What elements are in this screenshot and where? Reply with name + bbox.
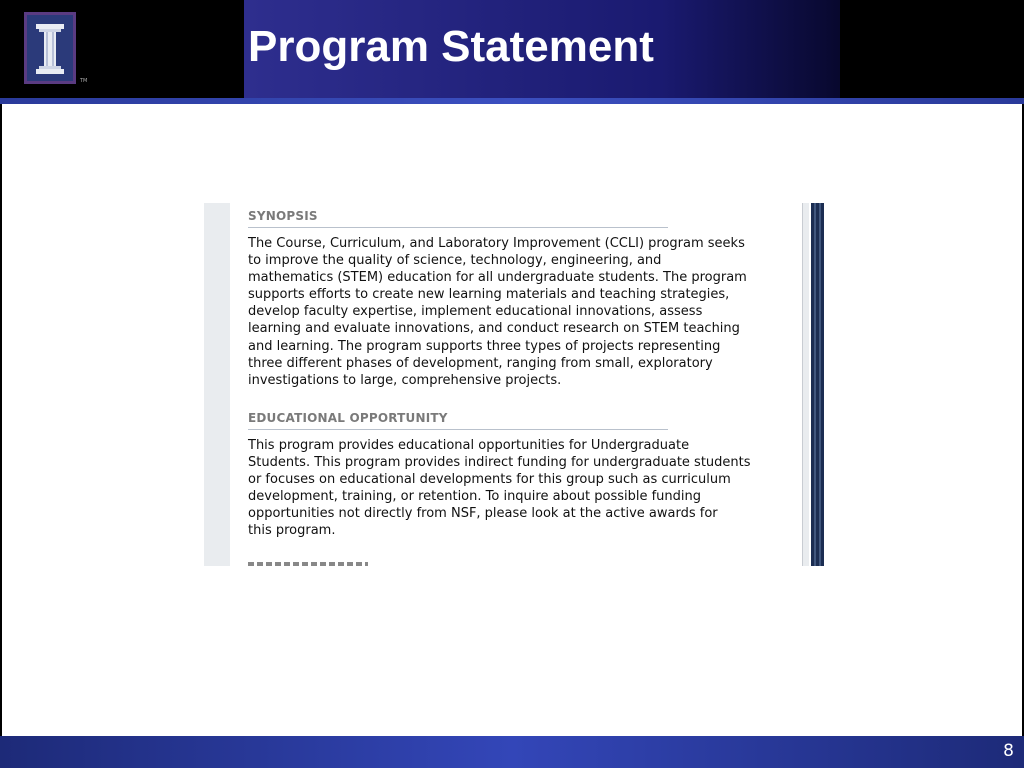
text-line: The Course, Curriculum, and Laboratory Improvement (CCLI) program seeks xyxy=(248,236,745,251)
cutoff-heading-fragment xyxy=(248,562,368,566)
text-line: or focuses on educational developments for this group such as curriculum xyxy=(248,472,731,488)
text-line: investigations to large, comprehensive projects. xyxy=(248,372,562,388)
text-line: three different phases of development, ranging from small, exploratory xyxy=(248,355,713,371)
text-line: Students. This program provides indirect funding for undergraduate students xyxy=(248,455,751,471)
text-line: and learning. The program supports three types of projects representing xyxy=(248,338,721,354)
synopsis-text xyxy=(248,235,808,389)
text-line: development, training, or retention. To inquire about possible funding xyxy=(248,489,702,505)
educational-opportunity-text xyxy=(248,437,808,540)
text-line: mathematics (STEM) education for all undergraduate students. The program xyxy=(248,270,747,286)
text-line: develop faculty expertise, implement educational innovations, assess xyxy=(248,304,703,320)
slide-content xyxy=(2,104,1022,736)
educational-opportunity-heading: EDUCATIONAL OPPORTUNITY xyxy=(248,411,668,430)
text-line: This program provides educational opportunities for Undergraduate xyxy=(248,438,690,453)
text-line: learning and evaluate innovations, and conduct research on STEM teaching xyxy=(248,321,740,337)
slide-title: Program Statement xyxy=(248,22,654,71)
university-logo xyxy=(24,12,76,84)
text-line: supports efforts to create new learning materials and teaching strategies, xyxy=(248,287,730,303)
synopsis-heading: SYNOPSIS xyxy=(248,209,668,228)
text-line: opportunities not directly from NSF, please look at the active awards for xyxy=(248,506,718,522)
page-number: 8 xyxy=(1003,741,1014,761)
text-line: this program. xyxy=(248,523,336,539)
slide-footer xyxy=(0,736,1024,768)
slide-header xyxy=(0,0,1024,98)
screenshot-scrollbar xyxy=(811,203,824,566)
illinois-column-icon xyxy=(27,15,73,81)
trademark-mark: TM xyxy=(80,78,88,84)
screenshot-left-margin xyxy=(204,203,230,566)
text-line: to improve the quality of science, technology, engineering, and xyxy=(248,253,662,269)
program-page-screenshot xyxy=(204,203,824,566)
